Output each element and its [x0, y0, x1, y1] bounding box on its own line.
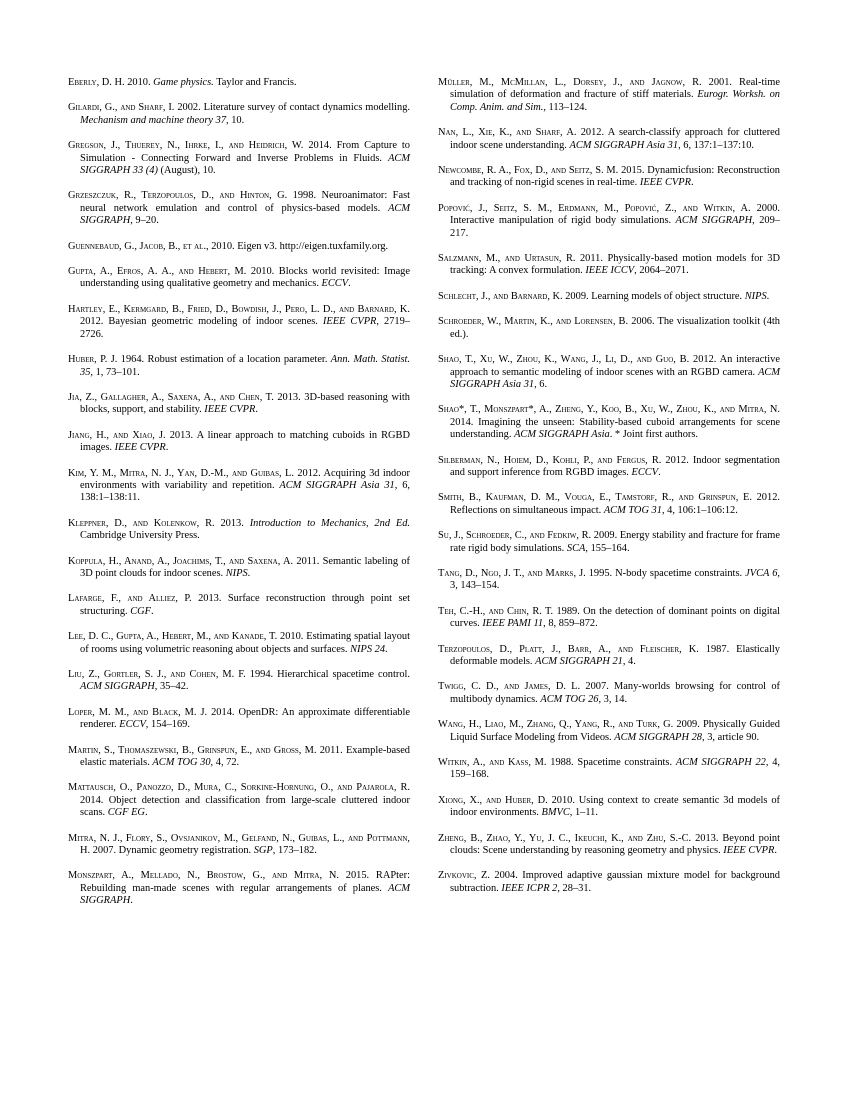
reference-text-segment: , 8, 859–872. — [543, 618, 598, 630]
reference-text-segment: IEEE PAMI 11 — [482, 618, 544, 630]
reference-text-segment: , 3, article 90. — [702, 731, 760, 743]
reference-text-segment: Liu, Z., Gortler, S. J., and Cohen, M. F. — [68, 669, 246, 680]
reference-text-segment: 2011. Example-based elastic materials. — [80, 744, 410, 769]
reference-text-segment: , 28–31. — [557, 882, 592, 894]
reference-text-segment: ACM SIGGRAPH Asia 31 — [279, 479, 395, 491]
reference-text-segment: Eurogr. Worksh. on Comp. Anim. and Sim. — [450, 89, 780, 113]
reference-text-segment: ACM SIGGRAPH 21 — [535, 656, 623, 667]
reference-text-segment: Mechanism and machine theory 37 — [80, 114, 227, 126]
reference-text-segment: , 155–164. — [585, 542, 630, 554]
reference-text-segment: Jia, Z., Gallagher, A., Saxena, A., and Chen, T. — [68, 391, 274, 403]
reference-text-segment: ACM SIGGRAPH 33 (4) — [80, 152, 410, 177]
reference-text-segment: Newcombe, R. A., Fox, D., and Seitz, S. M. — [438, 165, 619, 177]
reference-text-segment: 2010. Eigen v3. http://eigen.tuxfamily.org. — [208, 240, 389, 252]
reference-text-segment: ECCV — [321, 278, 349, 290]
reference-text-segment: 2012. A search-classify approach for cluttered indoor scene understanding. — [450, 127, 780, 151]
reference-text-segment: . — [247, 567, 251, 579]
reference-entry — [68, 77, 410, 89]
reference-text-segment: Tang, D., Ngo, J. T., and Marks, J. — [438, 567, 586, 579]
reference-text-segment: 1995. N-body spacetime constraints. — [585, 567, 746, 579]
reference-text-segment: . — [774, 845, 777, 857]
reference-text-segment: Nan, L., Xie, K., and Sharf, A. — [438, 127, 577, 139]
reference-text-segment: 1987. Elastically deformable models. — [450, 643, 780, 667]
reference-text-segment: ACM SIGGRAPH — [80, 882, 410, 907]
reference-text-segment: 1964. Robust estimation of a location parameter. — [117, 354, 331, 366]
reference-text-segment: IEEE CVPR — [723, 845, 775, 857]
reference-text-segment: 2000. Interactive manipulation of rigid body simulations. — [450, 202, 780, 227]
reference-text-segment: . — [385, 643, 388, 655]
reference-text-segment: . * Joint first authors. — [609, 429, 699, 441]
reference-text-segment: Loper, M. M., and Black, M. J. — [68, 706, 208, 718]
reference-text-segment: 2010. Blocks world revisited: Image understanding using qualitative geometry and mechanics. — [80, 266, 410, 290]
reference-text-segment: Jiang, H., and Xiao, J. — [68, 429, 166, 441]
reference-text-segment: 2013. A linear approach to matching cuboids in RGBD images. — [80, 429, 410, 454]
reference-text-segment: , 9–20. — [130, 215, 159, 227]
reference-text-segment: 2001. Real-time simulation of deformation and fracture of stiff materials. — [450, 77, 780, 101]
reference-entry — [438, 492, 780, 517]
reference-text-segment: 2013. Surface reconstruction through point set structuring. — [80, 593, 411, 617]
reference-text-segment: , 4, 159–168. — [450, 757, 780, 781]
reference-text-segment: . — [130, 895, 133, 907]
reference-text-segment: Gilardi, G., and Sharf, I. — [68, 102, 175, 114]
reference-entry — [68, 354, 410, 379]
reference-entry — [438, 719, 780, 744]
reference-text-segment: IEEE CVPR — [204, 404, 256, 416]
reference-text-segment: , 1–11. — [569, 807, 598, 819]
reference-text-segment: Schroeder, W., Martin, K., and Lorensen, B. — [438, 316, 629, 328]
reference-entry — [68, 518, 410, 543]
reference-text-segment: , 209–217. — [450, 215, 780, 239]
reference-entry — [438, 568, 780, 593]
reference-text-segment: Monszpart, A., Mellado, N., Brostow, G., and Mitra, N. — [68, 870, 339, 882]
reference-entry — [68, 241, 410, 253]
reference-text-segment: , 35–42. — [154, 681, 189, 693]
reference-entry — [68, 870, 410, 907]
reference-text-segment: Salzmann, M., and Urtasun, R. — [438, 253, 576, 265]
reference-text-segment: , 3, 143–154. — [450, 567, 781, 592]
reference-text-segment: JVCA 6 — [745, 567, 778, 579]
reference-text-segment: , 113–124. — [543, 101, 588, 113]
reference-text-segment: 2014. OpenDR: An approximate differentiable renderer. — [80, 706, 411, 731]
reference-text-segment: , 10. — [226, 114, 245, 126]
reference-entry — [438, 795, 780, 820]
reference-text-segment: . — [255, 404, 258, 416]
reference-text-segment: ACM SIGGRAPH 22 — [675, 757, 766, 769]
reference-text-segment: 2012. Reflections on simultaneous impact. — [450, 492, 780, 516]
reference-text-segment: Lee, D. C., Gupta, A., Hebert, M., and Kanade, T. — [68, 631, 278, 643]
reference-text-segment: , 2064–2071. — [634, 265, 689, 277]
reference-entry — [68, 707, 410, 732]
reference-text-segment: 2013. — [214, 517, 250, 529]
reference-text-segment: 2014. Object detection and classification from large-scale cluttered indoor scans. — [80, 794, 410, 819]
reference-text-segment: BMVC — [541, 807, 570, 819]
reference-text-segment: 2015. RAPter: Rebuilding man-made scenes with regular arrangements of planes. — [80, 870, 410, 894]
reference-text-segment: . — [348, 278, 351, 290]
reference-entry — [68, 102, 410, 127]
reference-entry — [68, 304, 410, 341]
reference-text-segment: Wang, H., Liao, M., Zhang, Q., Yang, R., and Turk, G. — [438, 719, 674, 731]
reference-entry — [68, 593, 410, 618]
reference-text-segment: 2009. Learning models of object structure. — [562, 290, 745, 302]
reference-text-segment: 2009. Energy stability and fracture for frame rate rigid body simulations. — [450, 530, 780, 554]
reference-text-segment: Kleppner, D., and Kolenkow, R. — [68, 517, 215, 529]
reference-text-segment: , 4, 106:1–106:12. — [661, 504, 738, 516]
reference-text-segment: Cambridge University Press. — [80, 530, 200, 542]
reference-text-segment: Terzopoulos, D., Platt, J., Barr, A., and Fleischer, K. — [438, 643, 699, 655]
reference-text-segment: Game physics. — [153, 77, 214, 88]
reference-text-segment: Mitra, N. J., Flory, S., Ovsjanikov, M., Gelfand, N., Guibas, L., and Pottmann, H. — [68, 832, 410, 857]
reference-text-segment: SCA — [566, 542, 586, 554]
reference-text-segment: 2011. Semantic labeling of 3D point clouds for indoor scenes. — [80, 555, 410, 579]
reference-text-segment: , 173–182. — [272, 845, 317, 857]
reference-entry — [438, 833, 780, 858]
reference-text-segment: 2010. Using context to create semantic 3d models of indoor environments. — [450, 794, 780, 819]
references-column-right — [438, 77, 780, 908]
reference-text-segment: 2012. Bayesian geometric modeling of indoor scenes. — [80, 316, 323, 328]
reference-entry — [438, 530, 780, 555]
reference-entry — [438, 291, 780, 303]
reference-entry — [68, 190, 410, 227]
reference-text-segment: ACM SIGGRAPH 28 — [614, 731, 702, 743]
reference-text-segment: 1988. Spacetime constraints. — [546, 757, 676, 769]
reference-text-segment: Eberly, D. H. — [68, 77, 125, 88]
reference-text-segment: 1994. Hierarchical spacetime control. — [245, 669, 411, 680]
reference-text-segment: . — [658, 466, 661, 478]
reference-text-segment: Shao*, T., Monszpart*, A., Zheng, Y., Koo, B., Xu, W., Zhou, K., and Mitra, N. — [438, 404, 780, 416]
reference-entry — [438, 203, 780, 240]
reference-text-segment: Grzeszczuk, R., Terzopoulos, D., and Hinton, G. — [68, 190, 288, 202]
reference-text-segment: IEEE CVPR — [114, 442, 166, 454]
reference-text-segment: ECCV — [631, 466, 659, 478]
reference-text-segment: (August), 10. — [157, 165, 216, 177]
reference-text-segment: 2012. Indoor segmentation and support inference from RGBD images. — [450, 454, 780, 478]
reference-entry — [438, 165, 780, 190]
reference-text-segment: ACM SIGGRAPH — [80, 681, 155, 693]
reference-entry — [438, 455, 780, 480]
reference-text-segment: 1998. Neuroanimator: Fast neural network emulation and control of physics-based models. — [80, 190, 411, 214]
reference-text-segment: Xiong, X., and Huber, D. — [438, 794, 548, 806]
reference-text-segment: , 1, 73–101. — [90, 366, 140, 378]
reference-text-segment: ACM SIGGRAPH Asia — [514, 429, 610, 441]
reference-entry — [68, 266, 410, 291]
reference-text-segment: NIPS 24 — [350, 643, 386, 655]
reference-text-segment: 2007. Many-worlds browsing for control of multibody dynamics. — [450, 681, 780, 705]
reference-text-segment: 2002. Literature survey of contact dynamics modelling. — [174, 102, 411, 114]
reference-text-segment: 2006. The visualization toolkit (4th ed.). — [450, 316, 780, 340]
reference-text-segment: , 6, 138:1–138:11. — [80, 479, 410, 504]
reference-entry — [438, 681, 780, 706]
reference-text-segment: Ann. Math. Statist. 35 — [80, 354, 410, 378]
reference-entry — [438, 253, 780, 278]
reference-text-segment: ACM SIGGRAPH Asia 31 — [569, 139, 679, 151]
reference-text-segment: Witkin, A., and Kass, M. — [438, 757, 547, 769]
reference-text-segment: Silberman, N., Hoiem, D., Kohli, P., and Fergus, R. — [438, 454, 662, 466]
reference-entry — [68, 430, 410, 455]
reference-text-segment: ACM TOG 30 — [152, 757, 211, 769]
reference-text-segment: , 2719–2726. — [80, 316, 410, 340]
reference-text-segment: Su, J., Schroeder, C., and Fedkiw, R. — [438, 530, 592, 542]
reference-text-segment: Guennebaud, G., Jacob, B., et al., — [68, 240, 209, 252]
reference-text-segment: 2013. 3D-based reasoning with blocks, support, and stability. — [80, 391, 410, 416]
reference-text-segment: CGF — [130, 605, 152, 617]
reference-text-segment: 2010. — [124, 77, 154, 88]
references-column-left — [68, 77, 410, 921]
reference-text-segment: , 6. — [534, 378, 548, 390]
reference-text-segment: , 154–169. — [145, 719, 190, 731]
reference-text-segment: Koppula, H., Anand, A., Joachims, T., and Saxena, A. — [68, 555, 294, 567]
reference-text-segment: Müller, M., McMillan, L., Dorsey, J., and Jagnow, R. — [438, 77, 702, 88]
reference-entry — [438, 316, 780, 341]
reference-text-segment: ECCV — [119, 719, 146, 731]
reference-entry — [438, 870, 780, 895]
reference-text-segment: Popović, J., Seitz, S. M., Erdmann, M., Popović, Z., and Witkin, A. — [438, 202, 751, 214]
reference-entry — [68, 468, 410, 505]
reference-text-segment: Zheng, B., Zhao, Y., Yu, J. C., Ikeuchi, K., and Zhu, S.-C. — [438, 832, 692, 844]
reference-text-segment: 2010. Estimating spatial layout of rooms using volumetric reasoning about objects and surfaces. — [80, 631, 411, 655]
reference-text-segment: Gregson, J., Thuerey, N., Ihrke, I., and Heidrich, W. — [68, 140, 304, 152]
reference-text-segment: , 4. — [622, 656, 636, 667]
reference-entry — [438, 354, 780, 391]
reference-entry — [68, 745, 410, 770]
reference-text-segment: Hartley, E., Kermgard, B., Fried, D., Bowdish, J., Pero, L. D., and Barnard, K. — [68, 303, 410, 315]
reference-text-segment: . — [690, 177, 694, 189]
reference-text-segment: , 6, 137:1–137:10. — [678, 139, 754, 151]
reference-entry — [68, 140, 410, 177]
reference-text-segment: . — [766, 290, 770, 302]
reference-text-segment: Martin, S., Thomaszewski, B., Grinspun, E., and Gross, M. — [68, 744, 317, 756]
reference-text-segment: IEEE CVPR — [639, 177, 691, 189]
reference-text-segment: Taylor and Francis. — [213, 77, 297, 88]
reference-text-segment: ACM TOG 31 — [603, 504, 662, 516]
reference-text-segment: . — [151, 605, 154, 617]
reference-text-segment: 2004. Improved adaptive gaussian mixture model for background subtraction. — [450, 870, 780, 894]
reference-text-segment: Huber, P. J. — [68, 354, 118, 366]
reference-entry — [438, 606, 780, 631]
reference-entry — [438, 127, 780, 152]
reference-text-segment: Introduction to Mechanics, 2nd Ed. — [249, 517, 410, 529]
reference-text-segment: Teh, C.-H., and Chin, R. T. — [438, 605, 554, 617]
reference-text-segment: 2014. From Capture to Simulation - Connecting Forward and Inverse Problems in Fluids. — [80, 140, 410, 164]
reference-text-segment: Shao, T., Xu, W., Zhou, K., Wang, J., Li, D., and Guo, B. — [438, 354, 690, 366]
reference-entry — [68, 782, 410, 819]
reference-text-segment: , 3, 14. — [598, 693, 628, 705]
reference-text-segment: ACM SIGGRAPH — [80, 202, 410, 227]
reference-text-segment: Zivkovic, Z. — [438, 870, 490, 882]
reference-text-segment: 2011. Physically-based motion models for 3D tracking: A convex formulation. — [450, 253, 781, 277]
reference-entry — [68, 556, 410, 581]
reference-text-segment: Mattausch, O., Panozzo, D., Mura, C., Sorkine-Hornung, O., and Pajarola, R. — [68, 782, 410, 794]
reference-text-segment: 2012. An interactive approach to semantic modeling of indoor scenes with an RGBD camera. — [450, 354, 780, 378]
reference-text-segment: Schlecht, J., and Barnard, K. — [438, 290, 563, 302]
reference-text-segment: ACM TOG 26 — [540, 693, 599, 705]
reference-entry — [68, 669, 410, 694]
reference-entry — [68, 392, 410, 417]
reference-text-segment: IEEE CVPR — [322, 316, 377, 328]
reference-text-segment: IEEE ICCV — [585, 265, 635, 277]
reference-entry — [68, 833, 410, 858]
reference-text-segment: 2014. Imagining the unseen: Stability-based cuboid arrangements for scene understanding. — [450, 416, 780, 441]
reference-entry — [438, 404, 780, 441]
reference-entry — [438, 77, 780, 114]
reference-text-segment: IEEE ICPR 2 — [501, 882, 558, 894]
reference-text-segment: Twigg, C. D., and James, D. L. — [438, 681, 581, 693]
reference-text-segment: , 4, 72. — [210, 757, 240, 769]
reference-text-segment: NIPS — [225, 567, 248, 579]
reference-text-segment: . — [165, 442, 169, 454]
reference-text-segment: 2013. Beyond point clouds: Scene understanding by reasoning geometry and physics. — [450, 832, 780, 857]
reference-text-segment: 2015. Dynamicfusion: Reconstruction and tracking of non-rigid scenes in real-time. — [450, 165, 780, 189]
reference-text-segment: ACM SIGGRAPH — [675, 215, 753, 227]
reference-text-segment: CGF EG — [107, 807, 145, 819]
reference-text-segment: Gupta, A., Efros, A. A., and Hebert, M. — [68, 266, 247, 278]
reference-text-segment: 2012. Acquiring 3d indoor environments with variability and repetition. — [80, 467, 410, 491]
reference-entry — [68, 631, 410, 656]
reference-text-segment: NIPS — [744, 290, 767, 302]
reference-text-segment: . — [144, 807, 148, 819]
reference-text-segment: 1989. On the detection of dominant points on digital curves. — [450, 605, 780, 630]
reference-entry — [438, 644, 780, 669]
reference-text-segment: Kim, Y. M., Mitra, N. J., Yan, D.-M., and Guibas, L. — [68, 467, 294, 479]
reference-text-segment: Lafarge, F., and Alliez, P. — [68, 593, 192, 605]
reference-text-segment: SGP — [253, 845, 273, 857]
reference-text-segment: ACM SIGGRAPH Asia 31 — [450, 366, 780, 390]
reference-entry — [438, 757, 780, 782]
reference-text-segment: 2007. Dynamic geometry registration. — [90, 845, 254, 857]
reference-text-segment: 2009. Physically Guided Liquid Surface Modeling from Videos. — [450, 719, 780, 743]
reference-text-segment: Smith, B., Kaufman, D. M., Vouga, E., Tamstorf, R., and Grinspun, E. — [438, 492, 752, 504]
